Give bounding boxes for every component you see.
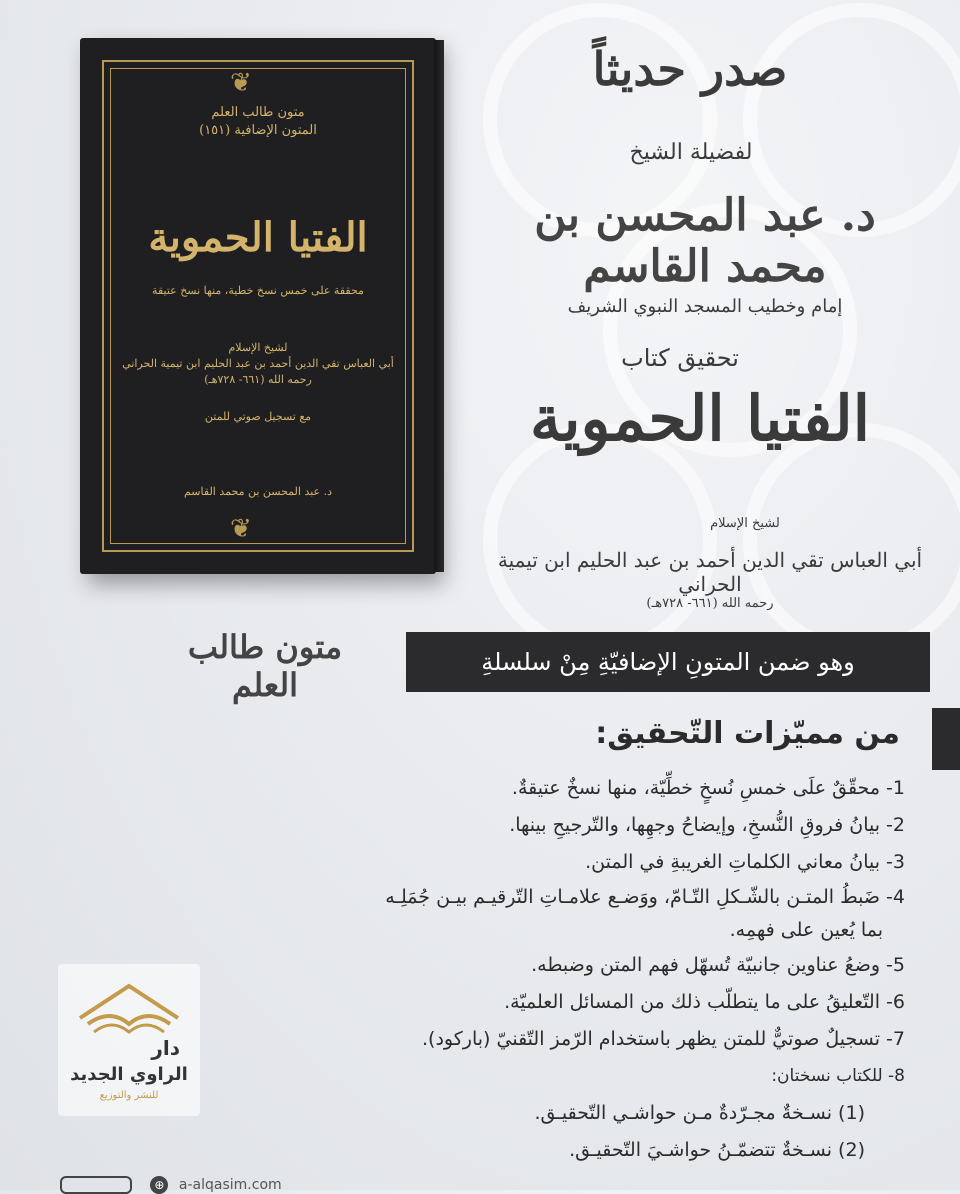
book-author-dates: رحمه الله (٦٦١- ٧٢٨هـ) <box>204 373 312 386</box>
book-recording-note: مع تسجيل صوتي للمتن <box>204 410 312 423</box>
book-title: الفتيا الحموية <box>148 214 368 261</box>
publisher-name: الراوي الجديد <box>70 1064 188 1085</box>
sheikh-title: إمام وخطيب المسجد النبوي الشريف <box>567 296 843 317</box>
features-title: من مميّزات التّحقيق: <box>595 716 900 751</box>
feature-item: 1- محقّقٌ علَى خمسِ نُسخٍ خطِّيّة، منها نسخٌ عتيقةٌ. <box>511 777 905 799</box>
copy-item: (2) نسـخةٌ تتضمّـنُ حواشـيَ التّحقيـق. <box>569 1139 865 1161</box>
feature-item: 3- بيانُ معاني الكلماتِ الغريبةِ في المتن. <box>585 851 905 873</box>
globe-icon: ⊕ <box>150 1176 168 1194</box>
feature-item: 6- التّعليقُ على ما يتطلّب ذلك من المسائل العلميّة. <box>504 991 905 1013</box>
released-heading: صدر حديثاً <box>592 42 788 96</box>
series-logo: متون طالب العلم <box>187 628 343 704</box>
ornament-top-icon: ❦ <box>230 68 252 98</box>
shaykh-islam-label: لشيخ الإسلام <box>710 516 780 531</box>
copy-item: (1) نسـخةٌ مجـرّدةٌ مـن حواشـي التّحقيـق. <box>534 1102 865 1124</box>
feature-item: 7- تسجيلٌ صوتيٌّ للمتن يظهر باستخدام الرّمز التّقنيّ (باركود). <box>422 1028 905 1050</box>
feature-item-line: 4- ضَبطُ المتـن بالشّـكلِ التّـامّ، ووَضـع علامـاتِ التّرقيـم بيـن جُمَلِـه <box>385 886 905 908</box>
features-list <box>200 770 905 1169</box>
book-name-heading: الفتيا الحموية <box>530 382 870 455</box>
series-banner: وهو ضمن المتونِ الإضافيّةِ مِنْ سلسلةِ <box>406 632 930 692</box>
copies-list <box>200 1095 905 1169</box>
feature-item <box>200 881 905 947</box>
feature-item: 2- بيانُ فروقِ النُّسخِ، وإيضاحُ وجهِها، والتّرجيحِ بينها. <box>509 814 905 836</box>
book-author <box>120 340 396 388</box>
feature-item: 8- للكتاب نسختان: <box>771 1066 905 1086</box>
author-name: أبي العباس تقي الدين أحمد بن عبد الحليم ابن تيمية الحراني <box>497 548 923 596</box>
copies-item <box>200 1095 905 1169</box>
decorative-tab <box>932 708 960 770</box>
book-series-name: متون طالب العلم <box>211 105 305 120</box>
virtue-label: لفضيلة الشيخ <box>629 140 753 165</box>
open-book-icon <box>70 978 188 1038</box>
book-author-label: لشيخ الإسلام <box>228 341 288 354</box>
footer <box>60 1176 282 1194</box>
publisher-logo <box>58 964 200 1116</box>
feature-item: 5- وضعُ عناوين جانبيّة تُسهّل فهم المتن وضبطه. <box>531 954 905 976</box>
social-icons <box>60 1176 132 1194</box>
book-editor: د. عبد المحسن بن محمد القاسم <box>183 485 332 498</box>
book-author-name: أبي العباس تقي الدين أحمد بن عبد الحليم ابن تيمية الحراني <box>122 357 394 370</box>
tahqiq-label: تحقيق كتاب <box>621 344 739 372</box>
author-dates: رحمه الله (٦٦١- ٧٢٨هـ) <box>646 596 774 611</box>
feature-item-continuation: بما يُعين على فهمِه. <box>729 919 883 941</box>
publisher-dar: دار <box>151 1036 180 1060</box>
book-spine <box>434 40 444 572</box>
ornament-bottom-icon: ❦ <box>230 514 252 544</box>
book-series-number: المتون الإضافية (١٥١) <box>199 123 317 138</box>
publisher-tagline: للنشر والتوزيع <box>99 1090 159 1101</box>
book-cover <box>80 38 436 574</box>
book-series <box>120 104 396 140</box>
book-subtitle: محققة على خمس نسخ خطية، منها نسخ عتيقة <box>152 284 364 297</box>
sheikh-name: د. عبد المحسن بن محمد القاسم <box>534 190 876 292</box>
website-link[interactable]: a-alqasim.com <box>178 1177 282 1193</box>
